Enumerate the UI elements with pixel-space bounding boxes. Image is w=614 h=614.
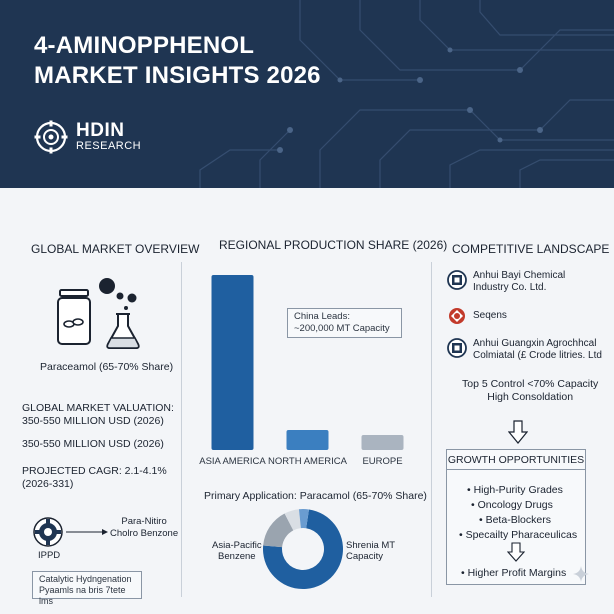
section-title-competitive: COMPETITIVE LANDSCAPE <box>452 242 610 256</box>
title-line-1: 4-AMINOPPHENOL <box>34 32 255 59</box>
medicine-bottle-flask-icon <box>56 278 146 352</box>
process-description-box: Catalytic Hydngenation Pyaamls na bris 7tete lms <box>32 571 142 599</box>
process-gear-icon <box>30 514 66 550</box>
market-control-note: Top 5 Control <70% Capacity High Consoldation <box>462 378 599 403</box>
growth-item: • Specailty Pharaceulicas <box>459 529 578 541</box>
bar-label: ASIA AMERICA <box>199 456 266 467</box>
bar-label: NORTH AMERICA <box>267 456 347 467</box>
sparkle-icon <box>573 566 589 582</box>
bar-north-america <box>287 430 329 450</box>
growth-title: GROWTH OPPORTUNITIES <box>447 450 585 470</box>
company-item-anhui-guangxin: Anhui Guangxin Agrochhcal Colmiatal (£ Crode litries. Ltd <box>447 338 602 362</box>
donut-left-label: Asia-Pacific Benzene <box>212 540 262 562</box>
bar-europe <box>362 435 404 450</box>
column-divider-right <box>431 262 432 597</box>
section-title-regional-share: REGIONAL PRODUCTION SHARE (2026) <box>219 238 448 252</box>
bar-label: EUROPE <box>362 456 403 467</box>
logo-mark-icon <box>34 120 68 154</box>
growth-item: • Higher Profit Margins <box>461 567 567 579</box>
company-item-seqens: Seqens <box>447 306 507 326</box>
circuit-pattern-decoration <box>0 0 614 188</box>
column-divider-left <box>181 262 182 597</box>
page-title <box>34 31 321 91</box>
down-arrow-icon <box>507 542 525 562</box>
china-callout: China Leads: ~200,000 MT Capacity <box>287 308 402 338</box>
logo-subtitle: RESEARCH <box>76 140 142 152</box>
process-icon-label: IPPD <box>38 550 61 561</box>
illustration-caption: Paraceamol (65-70% Share) <box>40 361 174 373</box>
valuation-value: 350-550 MILLION USD (2026) <box>22 415 164 427</box>
regional-bar-chart <box>195 260 420 455</box>
growth-item: • Oncology Drugs <box>471 499 553 511</box>
donut-right-label: Shrenia MT Capacity <box>346 540 396 562</box>
cagr-period: (2026-331) <box>22 478 74 490</box>
company-logo-icon <box>447 270 467 290</box>
valuation-heading: GLOBAL MARKET VALUATION: <box>22 402 174 414</box>
application-donut-chart <box>262 508 344 590</box>
application-title: Primary Application: Paracamol (65-70% Share) <box>204 490 427 502</box>
header-banner <box>0 0 614 188</box>
title-line-2: MARKET INSIGHTS 2026 <box>34 62 321 89</box>
company-logo <box>34 120 141 154</box>
growth-item: • Beta-Blockers <box>479 514 551 526</box>
company-logo-icon <box>447 338 467 358</box>
cagr-heading: PROJECTED CAGR: 2.1-4.1% <box>22 465 167 477</box>
valuation-value-repeat: 350-550 MILLION USD (2026) <box>22 438 164 450</box>
seqens-logo-icon <box>447 306 467 326</box>
process-input-label: Para-Nitiro Cholro Benzone <box>110 516 179 539</box>
logo-name: HDIN <box>76 120 125 141</box>
process-arrow-icon <box>66 528 110 536</box>
section-title-market-overview: GLOBAL MARKET OVERVIEW <box>31 242 200 256</box>
bar-asia-america <box>212 275 254 450</box>
company-item-anhui-bayi: Anhui Bayi Chemical Industry Co. Ltd. <box>447 270 565 294</box>
down-arrow-icon <box>508 420 528 444</box>
growth-opportunities-box <box>446 449 586 585</box>
growth-item: • High-Purity Grades <box>467 484 563 496</box>
